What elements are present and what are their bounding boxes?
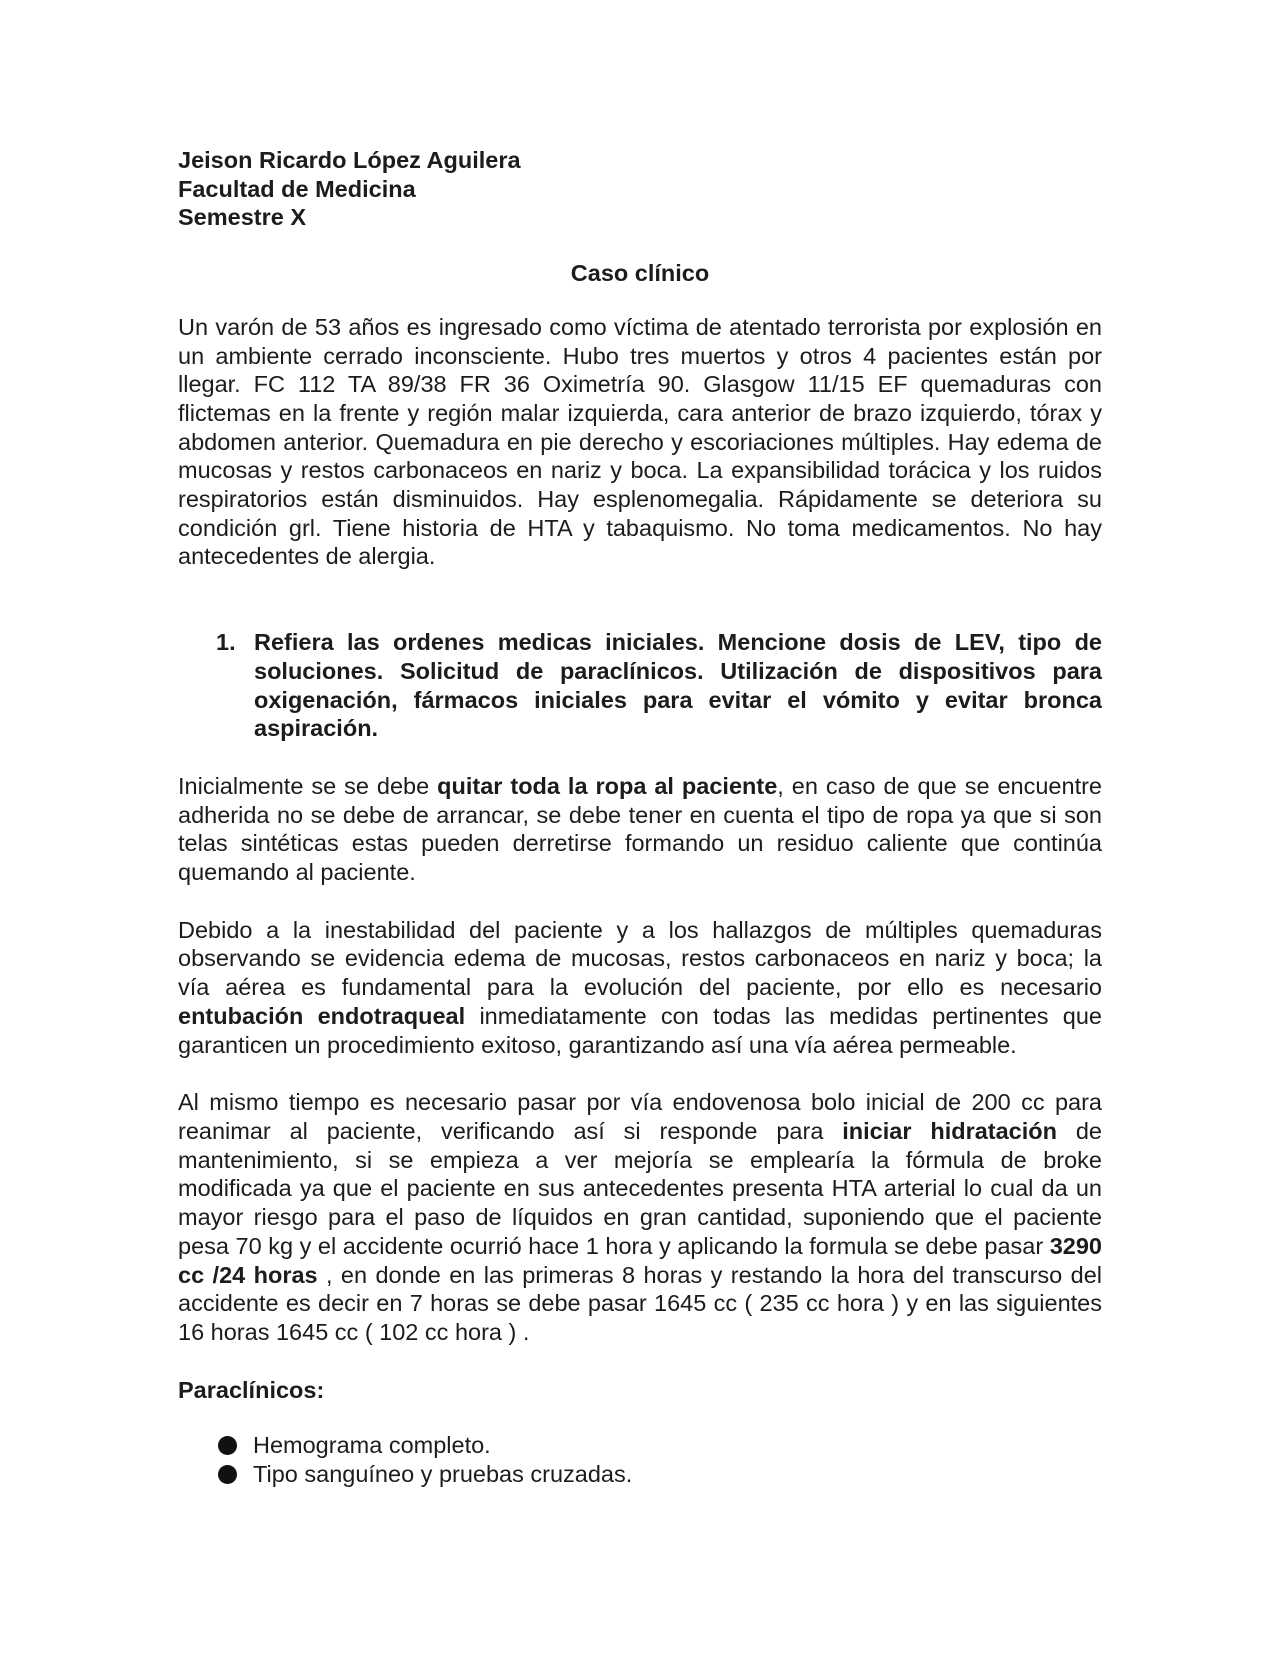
list-item-text: Tipo sanguíneo y pruebas cruzadas.	[253, 1461, 633, 1488]
bullet-icon	[218, 1436, 237, 1455]
question-text: Refiera las ordenes medicas iniciales. Mencione dosis de LEV, tipo de soluciones. Solicitud de paraclínicos. Utilización de dispositivos para oxigenación, fármacos iniciales para evitar el vómito y evitar bronca aspiración.	[254, 629, 1102, 742]
paraclinicos-list	[178, 1431, 1102, 1489]
paraclinicos-heading: Paraclínicos:	[178, 1376, 325, 1403]
paragraph-text: de mantenimiento, si se empieza a ver mejoría se emplearía la fórmula de broke modificada ya que el paciente en sus antecedentes presenta HTA arterial lo cual da un mayor riesgo para el paso de líquidos en gran cantidad, suponiendo que el paciente pesa 70 kg y el accidente ocurrió hace 1 hora y aplicando la formula se debe pasar	[178, 1117, 1102, 1259]
paragraph-hydration	[178, 1088, 1102, 1346]
paragraph-text: , en donde en las primeras 8 horas y restando la hora del transcurso del accidente es decir en 7 horas se debe pasar 1645 cc ( 235 cc hora ) y en las siguientes 16 horas 1645 cc ( 102 cc hora ) .	[178, 1261, 1103, 1345]
emphasis-text: iniciar hidratación	[842, 1117, 1057, 1144]
paragraph-text: inmediatamente con todas las medidas pertinentes que garanticen un procedimiento exitoso, garantizando así una vía aérea permeable.	[178, 1002, 1103, 1058]
paragraph-text: Inicialmente se se debe	[178, 772, 438, 799]
emphasis-text: entubación endotraqueal	[178, 1002, 466, 1029]
document-title: Caso clínico	[570, 260, 710, 287]
question-number: 1.	[216, 629, 236, 656]
emphasis-text: 3290 cc /24 horas	[178, 1232, 1102, 1288]
paragraph-text: Debido a la inestabilidad del paciente y a los hallazgos de múltiples quemaduras observando se evidencia edema de mucosas, restos carbonaceos en nariz y boca; la vía aérea es fundamental para la evolución del paciente, por ello es necesario	[178, 916, 1102, 1001]
list-item	[178, 1460, 1102, 1489]
paragraph-clothing	[178, 772, 1102, 887]
bullet-icon	[218, 1465, 237, 1484]
list-item-text: Hemograma completo.	[253, 1432, 491, 1459]
paragraph-text: , en caso de que se encuentre adherida no se debe de arrancar, se debe tener en cuenta el tipo de ropa ya que si son telas sintéticas estas pueden derretirse formando un residuo caliente que continúa quemando al paciente.	[178, 772, 1102, 886]
semester-label: Semestre X	[178, 204, 307, 231]
faculty-name: Facultad de Medicina	[178, 175, 416, 202]
case-description: Un varón de 53 años es ingresado como víctima de atentado terrorista por explosión en un ambiente cerrado inconsciente. Hubo tres muertos y otros 4 pacientes están por llegar. FC 112 TA 89/38 FR 36 Oximetría 90. Glasgow 11/15 EF quemaduras con flictemas en la frente y región malar izquierda, cara anterior de brazo izquierdo, tórax y abdomen anterior. Quemadura en pie derecho y escoriaciones múltiples. Hay edema de mucosas y restos carbonaceos en nariz y boca. La expansibilidad torácica y los ruidos respiratorios están disminuidos. Hay esplenomegalia. Rápidamente se deteriora su condición grl. Tiene historia de HTA y tabaquismo. No toma medicamentos. No hay antecedentes de alergia.	[178, 313, 1102, 570]
emphasis-text: quitar toda la ropa al paciente	[437, 772, 778, 799]
paragraph-text: Al mismo tiempo es necesario pasar por vía endovenosa bolo inicial de 200 cc para reanimar al paciente, verificando así si responde para	[178, 1089, 1102, 1144]
question-item	[178, 628, 1102, 743]
author-name: Jeison Ricardo López Aguilera	[178, 147, 521, 173]
paragraph-airway	[178, 916, 1102, 1060]
list-item	[178, 1431, 1102, 1460]
